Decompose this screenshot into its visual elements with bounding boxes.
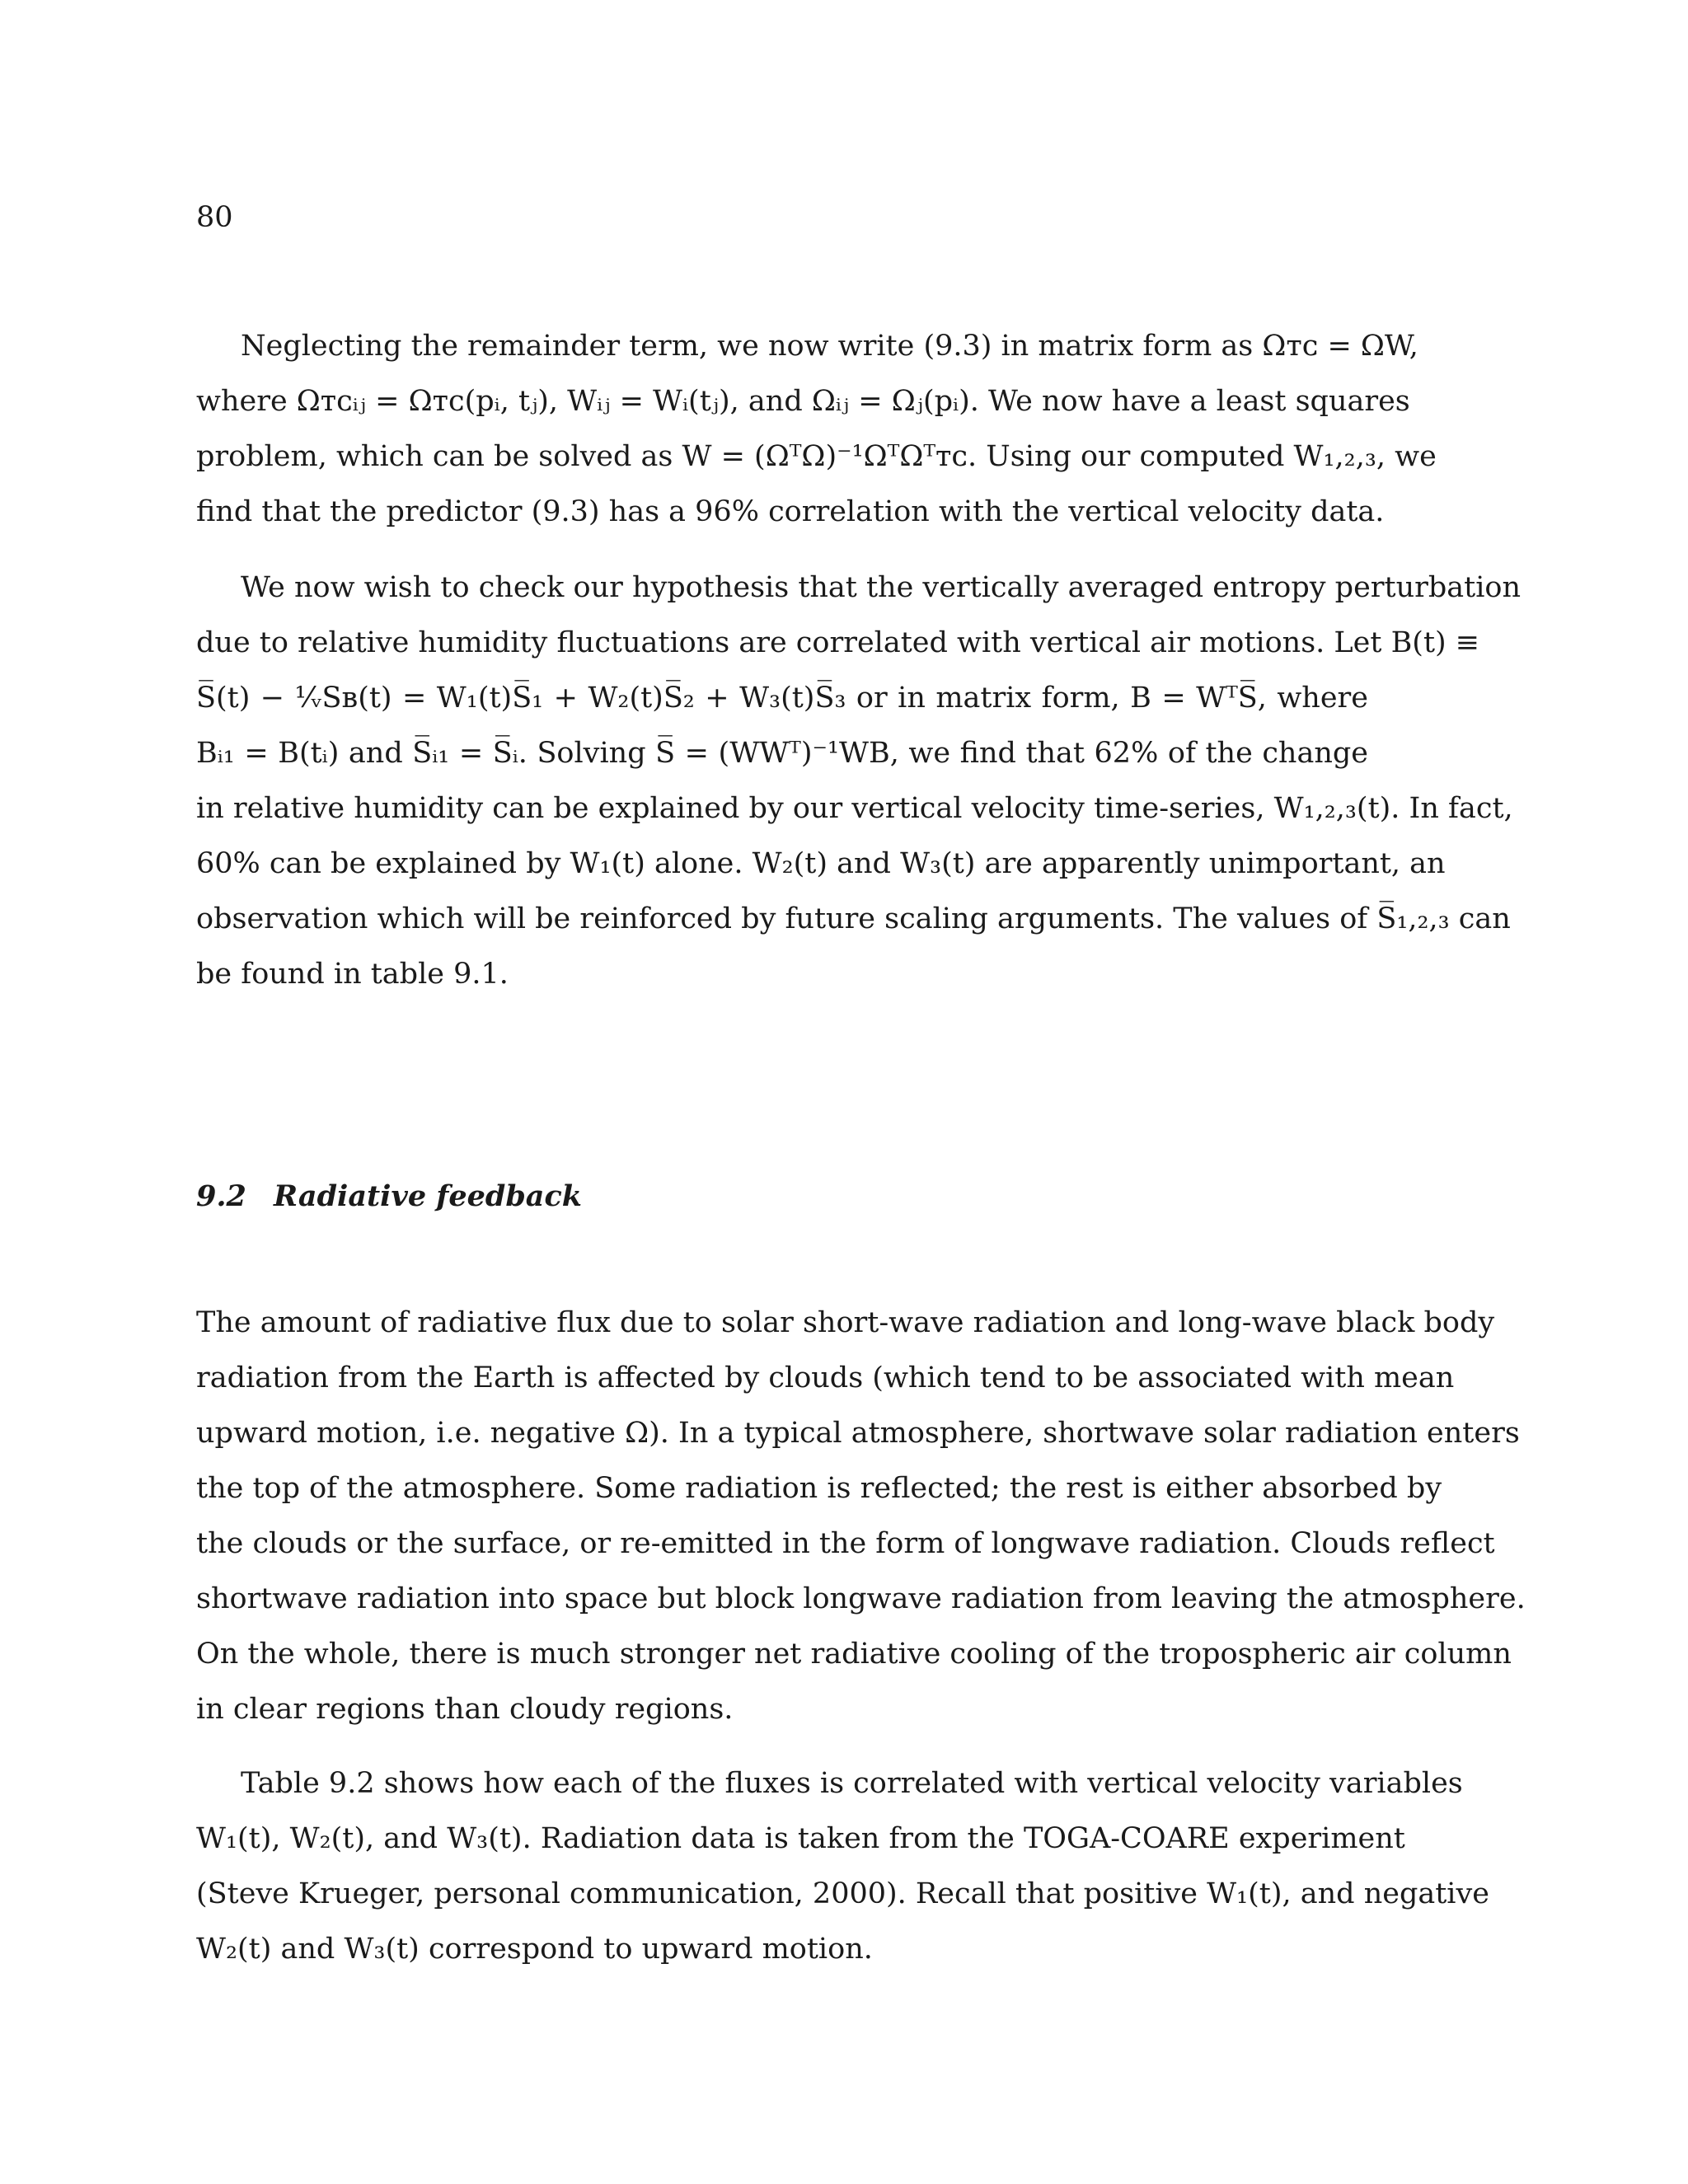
paragraph-line: be found in table 9.1. [196, 958, 509, 991]
paragraph-line: shortwave radiation into space but block longwave radiation from leaving the atmosphere. [196, 1582, 1526, 1615]
paragraph-line: radiation from the Earth is affected by clouds (which tend to be associated with mean [196, 1361, 1455, 1394]
paragraph-line: W₁(t), W₂(t), and W₃(t). Radiation data is taken from the TOGA-COARE experiment [196, 1822, 1405, 1855]
paragraph-line: in relative humidity can be explained by our vertical velocity time-series, W₁,₂,₃(t). In fact, [196, 792, 1513, 825]
paragraph-line: where Ωᴛᴄᵢⱼ = Ωᴛᴄ(pᵢ, tⱼ), Wᵢⱼ = Wᵢ(tⱼ), and Ωᵢⱼ = Ωⱼ(pᵢ). We now have a least squares [196, 385, 1410, 418]
paragraph-line: S̅(t) − ¹⁄ᵥSʙ(t) = W₁(t)S̅₁ + W₂(t)S̅₂ + W₃(t)S̅₃ or in matrix form, B = WᵀS̅, where [196, 682, 1368, 715]
paragraph-line: Bᵢ₁ = B(tᵢ) and S̅ᵢ₁ = S̅ᵢ. Solving S̅ = (WWᵀ)⁻¹WB, we find that 62% of the change [196, 737, 1368, 770]
paragraph-line: observation which will be reinforced by future scaling arguments. The values of S̅₁,₂,₃ can [196, 902, 1511, 935]
paragraph-line: On the whole, there is much stronger net radiative cooling of the tropospheric air column [196, 1638, 1512, 1671]
paragraph-line: upward motion, i.e. negative Ω). In a typical atmosphere, shortwave solar radiation enters [196, 1417, 1520, 1450]
paragraph-line: find that the predictor (9.3) has a 96% correlation with the vertical velocity data. [196, 495, 1385, 528]
section-heading [196, 1172, 582, 1221]
paragraph-line: Table 9.2 shows how each of the fluxes is correlated with vertical velocity variables [241, 1767, 1463, 1800]
paragraph-line: (Steve Krueger, personal communication, 2000). Recall that positive W₁(t), and negative [196, 1877, 1489, 1910]
paragraph-line: W₂(t) and W₃(t) correspond to upward motion. [196, 1933, 873, 1966]
paragraph-line: Neglecting the remainder term, we now write (9.3) in matrix form as Ωᴛᴄ = ΩW, [241, 330, 1418, 363]
paragraph-line: We now wish to check our hypothesis that the vertically averaged entropy perturbation [241, 571, 1522, 604]
page-number: 80 [196, 201, 233, 234]
paragraph-line: problem, which can be solved as W = (ΩᵀΩ)⁻¹ΩᵀΩᵀᴛᴄ. Using our computed W₁,₂,₃, we [196, 440, 1437, 473]
paragraph-line: the clouds or the surface, or re-emitted in the form of longwave radiation. Clouds reflect [196, 1527, 1495, 1560]
section-number: 9.2 [196, 1179, 246, 1213]
section-title: Radiative feedback [274, 1179, 583, 1213]
paragraph-line: the top of the atmosphere. Some radiation is reflected; the rest is either absorbed by [196, 1472, 1442, 1505]
paragraph-line: 60% can be explained by W₁(t) alone. W₂(t) and W₃(t) are apparently unimportant, an [196, 847, 1446, 880]
paragraph-line: in clear regions than cloudy regions. [196, 1693, 734, 1726]
paragraph-line: due to relative humidity fluctuations are correlated with vertical air motions. Let B(t) ≡ [196, 626, 1480, 659]
paragraph-line: The amount of radiative flux due to solar short-wave radiation and long-wave black body [196, 1306, 1495, 1339]
